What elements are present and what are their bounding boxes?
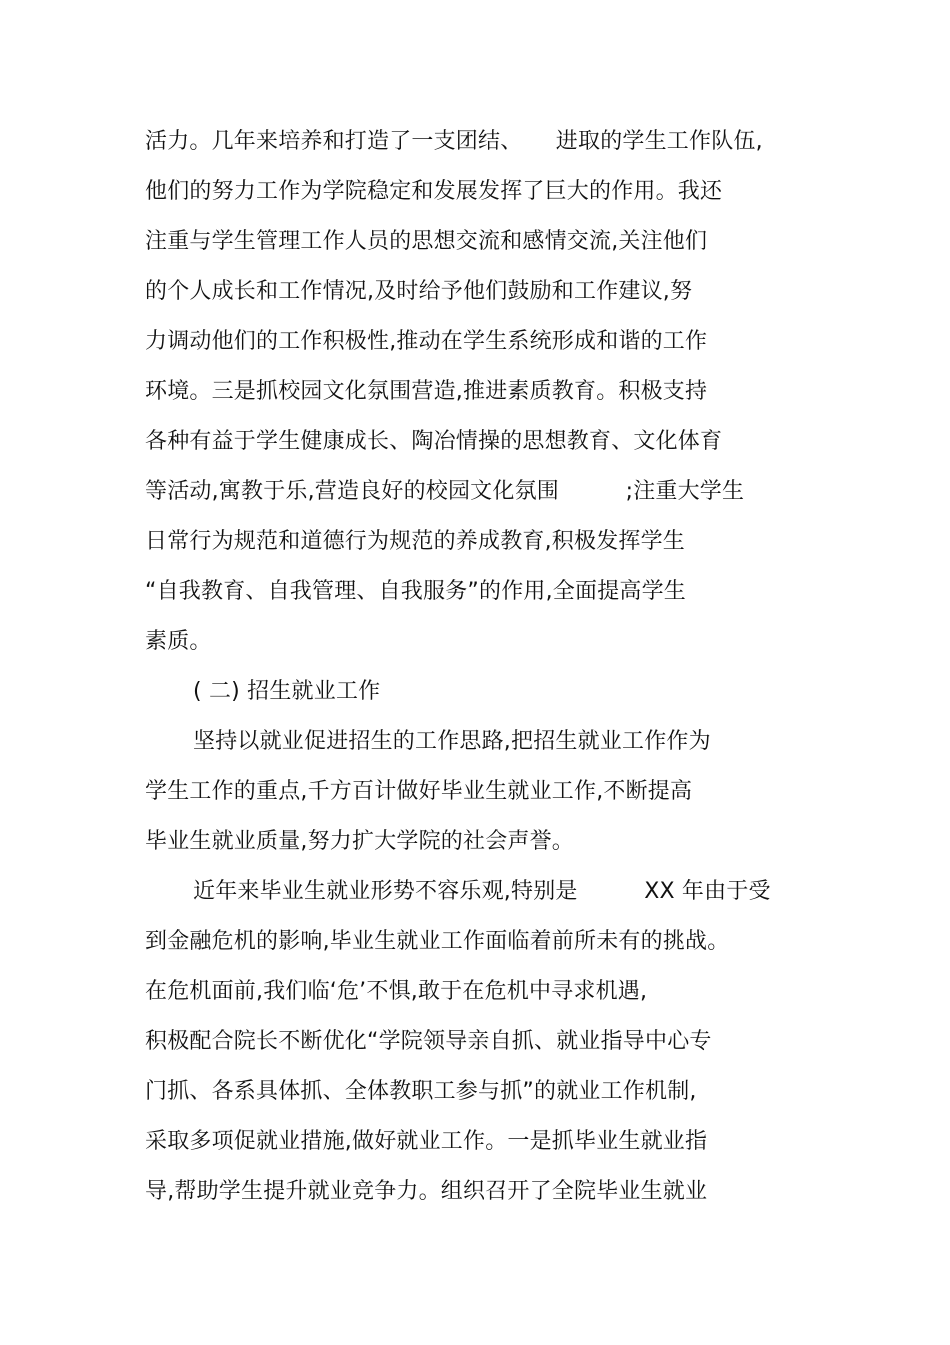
body-text-line: “自我教育、自我管理、自我服务”的作用,全面提高学生 (145, 579, 686, 604)
body-text-line: 素质。 (145, 629, 212, 654)
body-text-line: 积极配合院长不断优化“学院领导亲自抓、就业指导中心专 (145, 1029, 712, 1054)
body-text-line: 他们的努力工作为学院稳定和发展发挥了巨大的作用。我还 (145, 179, 723, 204)
body-text-line: 门抓、各系具体抓、全体教职工参与抓”的就业工作机制, (145, 1079, 697, 1104)
body-text-line: 在危机面前,我们临‘危’不惧,敢于在危机中寻求机遇, (145, 979, 648, 1004)
body-text-line: 力调动他们的工作积极性,推动在学生系统形成和谐的工作 (145, 329, 708, 354)
body-text-line: 采取多项促就业措施,做好就业工作。一是抓毕业生就业指 (145, 1129, 708, 1154)
body-text-line: 学生工作的重点,千方百计做好毕业生就业工作,不断提高 (145, 779, 693, 804)
body-text-line: 近年来毕业生就业形势不容乐观,特别是 XX 年由于受 (193, 879, 771, 904)
body-text-line: 毕业生就业质量,努力扩大学院的社会声誉。 (145, 829, 574, 854)
section-heading: ( 二) 招生就业工作 (193, 679, 381, 704)
body-text-line: 到金融危机的影响,毕业生就业工作面临着前所未有的挑战。 (145, 929, 730, 954)
body-text-line: 各种有益于学生健康成长、陶冶情操的思想教育、文化体育 (145, 429, 723, 454)
body-text-line: 日常行为规范和道德行为规范的养成教育,积极发挥学生 (145, 529, 685, 554)
body-text-line: 的个人成长和工作情况,及时给予他们鼓励和工作建议,努 (145, 279, 693, 304)
body-text-line: 环境。三是抓校园文化氛围营造,推进素质教育。积极支持 (145, 379, 708, 404)
body-text-line: 导,帮助学生提升就业竞争力。组织召开了全院毕业生就业 (145, 1179, 708, 1204)
body-text-line: 注重与学生管理工作人员的思想交流和感情交流,关注他们 (145, 229, 708, 254)
body-text-line: 坚持以就业促进招生的工作思路,把招生就业工作作为 (193, 729, 711, 754)
body-text-line: 等活动,寓教于乐,营造良好的校园文化氛围 ;注重大学生 (145, 479, 745, 504)
body-text-line: 活力。几年来培养和打造了一支团结、 进取的学生工作队伍, (145, 129, 763, 154)
